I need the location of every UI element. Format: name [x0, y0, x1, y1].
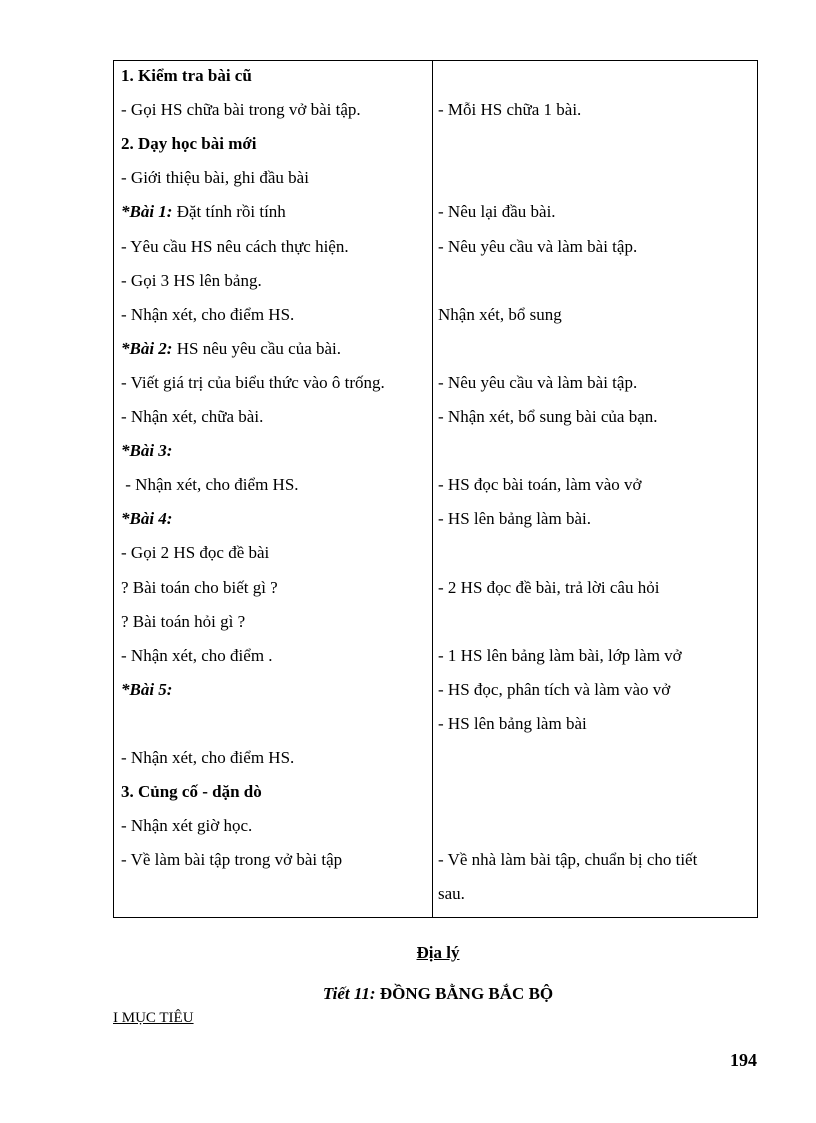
teacher-activity-text: - Nhận xét, cho điểm HS.: [121, 748, 295, 767]
teacher-activity-text: - Nhận xét, cho điểm .: [121, 646, 273, 665]
teacher-activity-text: - Gọi 2 HS đọc đề bài: [121, 543, 270, 562]
teacher-activity-cell: [121, 134, 257, 154]
teacher-activity-text: - Về làm bài tập trong vở bài tập: [121, 850, 343, 869]
teacher-activity-cell: [121, 680, 172, 700]
teacher-activity-text: Đặt tính rồi tính: [172, 202, 286, 221]
exercise-label: *Bài 5:: [121, 680, 173, 699]
teacher-activity-cell: [121, 748, 294, 768]
exercise-label: *Bài 3:: [121, 441, 173, 460]
teacher-activity-text: - Gọi HS chữa bài trong vở bài tập.: [121, 100, 361, 119]
teacher-activity-text: - Gọi 3 HS lên bảng.: [121, 271, 262, 290]
student-activity-cell: - HS lên bảng làm bài: [438, 714, 587, 733]
student-activity-cell: - 2 HS đọc đề bài, trả lời câu hỏi: [438, 578, 660, 597]
teacher-activity-cell: [121, 373, 385, 393]
student-activity-cell: sau.: [438, 884, 465, 903]
teacher-activity-text: - Nhận xét, cho điểm HS.: [121, 305, 295, 324]
lesson-name: ĐỒNG BẰNG BẮC BỘ: [375, 984, 554, 1003]
student-activity-cell: - 1 HS lên bảng làm bài, lớp làm vở: [438, 646, 682, 665]
teacher-activity-cell: [121, 202, 286, 222]
teacher-activity-text: - Nhận xét, cho điểm HS.: [121, 475, 299, 494]
student-activity-cell: - HS lên bảng làm bài.: [438, 509, 591, 528]
teacher-activity-text: ? Bài toán cho biết gì ?: [121, 578, 278, 597]
teacher-activity-text: - Nhận xét giờ học.: [121, 816, 253, 835]
teacher-activity-cell: [121, 305, 294, 325]
teacher-activity-text: HS nêu yêu cầu của bài.: [172, 339, 342, 358]
teacher-activity-cell: [121, 612, 245, 632]
student-activity-cell: Nhận xét, bổ sung: [438, 305, 562, 324]
teacher-activity-cell: [121, 509, 172, 529]
teacher-activity-text: - Viết giá trị của biểu thức vào ô trống.: [121, 373, 385, 392]
teacher-activity-text: 1. Kiểm tra bài cũ: [121, 66, 252, 85]
student-activity-cell: - Mỗi HS chữa 1 bài.: [438, 100, 582, 119]
exercise-label: *Bài 2:: [121, 339, 173, 358]
objectives-heading: I MỤC TIÊU: [113, 1010, 194, 1026]
lesson-number: Tiết 11:: [322, 984, 376, 1003]
student-activity-cell: - HS đọc bài toán, làm vào vở: [438, 475, 642, 494]
teacher-activity-text: - Yêu cầu HS nêu cách thực hiện.: [121, 237, 349, 256]
student-activity-cell: - Nêu yêu cầu và làm bài tập.: [438, 237, 638, 256]
teacher-activity-cell: [121, 816, 252, 836]
teacher-activity-text: - Giới thiệu bài, ghi đầu bài: [121, 168, 309, 187]
subject-heading: Địa lý: [416, 943, 460, 962]
teacher-activity-cell: [121, 237, 349, 257]
student-activity-cell: - Nêu yêu cầu và làm bài tập.: [438, 373, 638, 392]
teacher-activity-cell: [121, 646, 273, 666]
student-activity-cell: - Nhận xét, bổ sung bài của bạn.: [438, 407, 658, 426]
margin-mark: [757, 404, 758, 414]
teacher-activity-cell: [121, 441, 172, 461]
student-activity-cell: - Về nhà làm bài tập, chuẩn bị cho tiết: [438, 850, 698, 869]
teacher-activity-cell: [121, 543, 269, 563]
teacher-activity-cell: [121, 339, 341, 359]
teacher-activity-cell: [121, 66, 252, 86]
student-activity-cell: - Nêu lại đầu bài.: [438, 202, 556, 221]
teacher-activity-cell: [121, 578, 278, 598]
teacher-activity-cell: [121, 168, 309, 188]
lesson-title: [0, 984, 816, 1004]
teacher-activity-text: 3. Củng cố - dặn dò: [121, 782, 262, 801]
student-activity-cell: - HS đọc, phân tích và làm vào vở: [438, 680, 671, 699]
column-divider: [432, 61, 433, 917]
teacher-activity-cell: [121, 100, 361, 120]
teacher-activity-text: - Nhận xét, chữa bài.: [121, 407, 264, 426]
teacher-activity-cell: [121, 271, 262, 291]
teacher-activity-cell: [121, 782, 262, 802]
teacher-activity-text: 2. Dạy học bài mới: [121, 134, 257, 153]
teacher-activity-text: ? Bài toán hỏi gì ?: [121, 612, 246, 631]
teacher-activity-cell: [121, 475, 299, 495]
page-number: 194: [730, 1050, 757, 1070]
teacher-activity-cell: [121, 850, 342, 870]
exercise-label: *Bài 4:: [121, 509, 173, 528]
exercise-label: *Bài 1:: [121, 202, 173, 221]
lesson-plan-table: [113, 60, 758, 918]
teacher-activity-cell: [121, 407, 263, 427]
